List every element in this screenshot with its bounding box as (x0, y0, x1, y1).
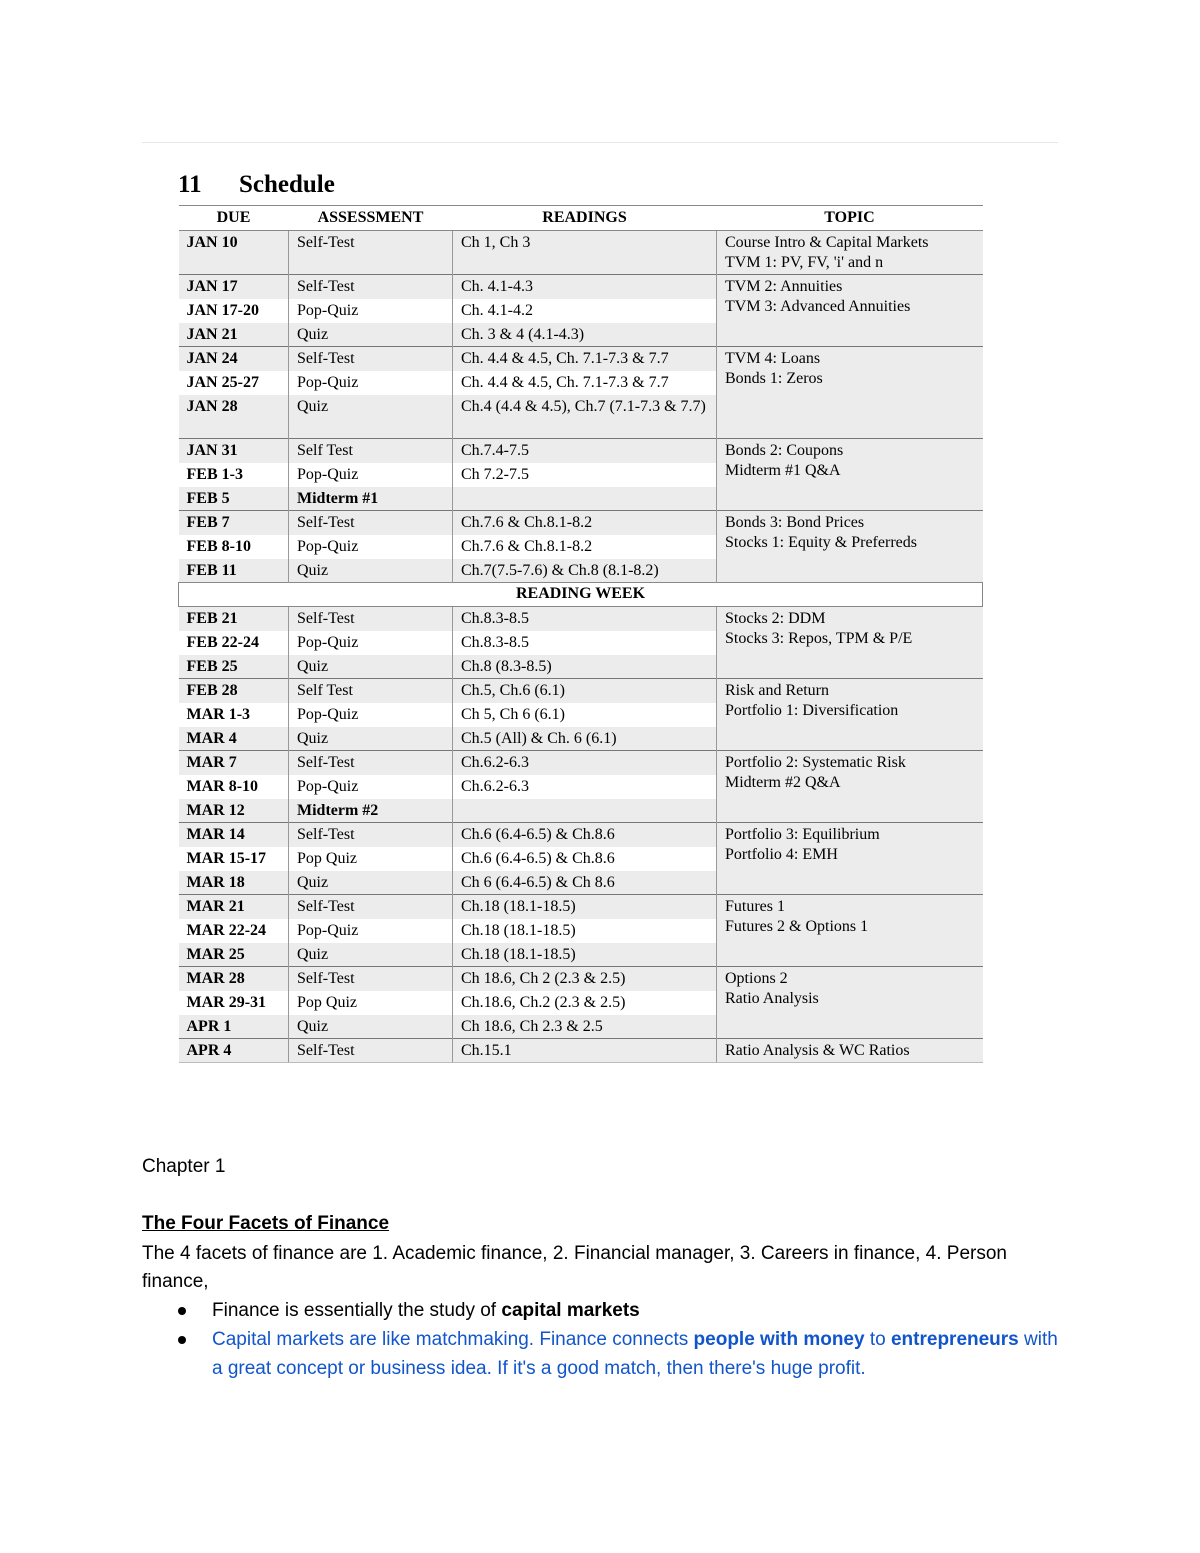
readings-cell: Ch.18 (18.1-18.5) (453, 895, 717, 919)
assessment-cell: Pop-Quiz (289, 463, 453, 487)
topic-cell (717, 679, 983, 751)
topic-line: Course Intro & Capital Markets (725, 234, 929, 251)
assessment-cell: Self Test (289, 439, 453, 463)
topic-cell (717, 607, 983, 679)
schedule-body (179, 231, 983, 1063)
bullet1-bold: capital markets (501, 1300, 640, 1321)
topic-line: Midterm #2 Q&A (725, 774, 841, 791)
due-cell: FEB 25 (179, 655, 289, 679)
bullet-dot-icon (178, 1307, 186, 1315)
table-row (179, 1039, 983, 1063)
due-cell: MAR 8-10 (179, 775, 289, 799)
topic-line: TVM 3: Advanced Annuities (725, 298, 911, 315)
due-cell: MAR 12 (179, 799, 289, 823)
due-cell: FEB 8-10 (179, 535, 289, 559)
due-cell: JAN 31 (179, 439, 289, 463)
due-cell: JAN 17-20 (179, 299, 289, 323)
topic-cell (717, 1039, 983, 1063)
topic-cell (717, 511, 983, 583)
due-cell: MAR 25 (179, 943, 289, 967)
assessment-cell: Pop-Quiz (289, 919, 453, 943)
topic-line: Portfolio 1: Diversification (725, 702, 899, 719)
assessment-cell: Pop-Quiz (289, 775, 453, 799)
facets-paragraph: The 4 facets of finance are 1. Academic finance, 2. Financial manager, 3. Careers in finance, 4. Person finance, (142, 1243, 1007, 1292)
topic-line: Midterm #1 Q&A (725, 462, 841, 479)
readings-cell: Ch.4 (4.4 & 4.5), Ch.7 (7.1-7.3 & 7.7) (453, 395, 717, 439)
due-cell: APR 4 (179, 1039, 289, 1063)
chapter-label: Chapter 1 (142, 1156, 226, 1177)
topic-line: Stocks 2: DDM (725, 610, 826, 627)
table-row (179, 511, 983, 535)
assessment-cell: Quiz (289, 559, 453, 583)
due-cell: FEB 7 (179, 511, 289, 535)
table-row (179, 231, 983, 275)
due-cell: MAR 29-31 (179, 991, 289, 1015)
topic-line: Futures 2 & Options 1 (725, 918, 869, 935)
assessment-cell: Quiz (289, 1015, 453, 1039)
readings-cell: Ch.8 (8.3-8.5) (453, 655, 717, 679)
due-cell: JAN 24 (179, 347, 289, 371)
readings-cell: Ch.18 (18.1-18.5) (453, 919, 717, 943)
table-row (179, 439, 983, 463)
assessment-cell: Self-Test (289, 1039, 453, 1063)
bullet2-part1: Capital markets are like matchmaking. Finance connects (212, 1329, 694, 1350)
due-cell: JAN 17 (179, 275, 289, 299)
due-cell: MAR 7 (179, 751, 289, 775)
bullet-capital-markets (142, 1296, 1058, 1325)
due-cell: MAR 21 (179, 895, 289, 919)
reading-week-row (179, 583, 983, 607)
due-cell: APR 1 (179, 1015, 289, 1039)
due-cell: FEB 1-3 (179, 463, 289, 487)
readings-cell: Ch.6.2-6.3 (453, 775, 717, 799)
readings-cell: Ch.15.1 (453, 1039, 717, 1063)
readings-cell: Ch 6 (6.4-6.5) & Ch 8.6 (453, 871, 717, 895)
due-cell: MAR 18 (179, 871, 289, 895)
readings-cell: Ch 1, Ch 3 (453, 231, 717, 275)
due-cell: JAN 10 (179, 231, 289, 275)
topic-line: Portfolio 4: EMH (725, 846, 838, 863)
table-row (179, 895, 983, 919)
topic-cell (717, 439, 983, 511)
assessment-cell: Self-Test (289, 967, 453, 991)
facets-heading: The Four Facets of Finance (142, 1213, 390, 1234)
header-due: DUE (179, 206, 289, 231)
table-row (179, 607, 983, 631)
topic-line: Options 2 (725, 970, 788, 987)
topic-line: Stocks 1: Equity & Preferreds (725, 534, 917, 551)
table-row (179, 347, 983, 371)
due-cell: JAN 28 (179, 395, 289, 439)
due-cell: MAR 15-17 (179, 847, 289, 871)
section-number: 11 (178, 171, 202, 198)
readings-cell: Ch.7.6 & Ch.8.1-8.2 (453, 511, 717, 535)
assessment-cell: Self-Test (289, 231, 453, 275)
assessment-cell: Self-Test (289, 347, 453, 371)
readings-cell: Ch.7.6 & Ch.8.1-8.2 (453, 535, 717, 559)
topic-cell (717, 823, 983, 895)
readings-cell (453, 799, 717, 823)
assessment-cell: Self-Test (289, 511, 453, 535)
topic-cell (717, 967, 983, 1039)
readings-cell: Ch 18.6, Ch 2 (2.3 & 2.5) (453, 967, 717, 991)
topic-cell (717, 895, 983, 967)
readings-cell: Ch.18 (18.1-18.5) (453, 943, 717, 967)
topic-line: TVM 2: Annuities (725, 278, 843, 295)
assessment-cell: Pop Quiz (289, 991, 453, 1015)
topic-line: Risk and Return (725, 682, 829, 699)
header-topic: TOPIC (717, 206, 983, 231)
bullet2-bold1: people with money (693, 1329, 865, 1350)
topic-line: Ratio Analysis (725, 990, 819, 1007)
table-row (179, 275, 983, 299)
due-cell: FEB 28 (179, 679, 289, 703)
bullet1-text: Finance is essentially the study of (212, 1300, 502, 1321)
readings-cell: Ch.6.2-6.3 (453, 751, 717, 775)
due-cell: MAR 4 (179, 727, 289, 751)
readings-cell: Ch. 4.1-4.3 (453, 275, 717, 299)
readings-cell: Ch. 3 & 4 (4.1-4.3) (453, 323, 717, 347)
due-cell: MAR 14 (179, 823, 289, 847)
assessment-cell: Self-Test (289, 275, 453, 299)
assessment-cell: Pop-Quiz (289, 703, 453, 727)
assessment-cell: Self-Test (289, 607, 453, 631)
assessment-cell: Pop-Quiz (289, 631, 453, 655)
topic-cell (717, 231, 983, 275)
assessment-cell: Pop-Quiz (289, 535, 453, 559)
readings-cell (453, 487, 717, 511)
assessment-cell: Pop-Quiz (289, 371, 453, 395)
table-row (179, 679, 983, 703)
bullet2-bold2: entrepreneurs (890, 1329, 1019, 1350)
topic-line: TVM 1: PV, FV, 'i' and n (725, 254, 884, 271)
due-cell: MAR 1-3 (179, 703, 289, 727)
readings-cell: Ch.5 (All) & Ch. 6 (6.1) (453, 727, 717, 751)
table-row (179, 823, 983, 847)
topic-line: Futures 1 (725, 898, 785, 915)
topic-cell (717, 275, 983, 347)
topic-line: Stocks 3: Repos, TPM & P/E (725, 630, 913, 647)
due-cell: MAR 22-24 (179, 919, 289, 943)
assessment-cell: Pop Quiz (289, 847, 453, 871)
topic-cell (717, 347, 983, 439)
assessment-cell: Quiz (289, 943, 453, 967)
topic-line: Portfolio 2: Systematic Risk (725, 754, 906, 771)
topic-cell (717, 751, 983, 823)
topic-line: Ratio Analysis & WC Ratios (725, 1042, 910, 1059)
bullet2-part3: with a great concept or business idea. If it's a good match, then there's huge profit. (212, 1329, 1058, 1379)
section-title (178, 170, 335, 200)
topic-line: Bonds 1: Zeros (725, 370, 823, 387)
bullet-dot-icon (178, 1336, 186, 1344)
topic-line: Bonds 2: Coupons (725, 442, 844, 459)
topic-line: Bonds 3: Bond Prices (725, 514, 865, 531)
assessment-cell: Self-Test (289, 823, 453, 847)
assessment-cell: Self-Test (289, 895, 453, 919)
topic-line: TVM 4: Loans (725, 350, 821, 367)
readings-cell: Ch 7.2-7.5 (453, 463, 717, 487)
topic-line: Portfolio 3: Equilibrium (725, 826, 880, 843)
readings-cell: Ch. 4.4 & 4.5, Ch. 7.1-7.3 & 7.7 (453, 347, 717, 371)
assessment-cell: Pop-Quiz (289, 299, 453, 323)
schedule-table (178, 205, 983, 1063)
readings-cell: Ch.7.4-7.5 (453, 439, 717, 463)
assessment-cell: Quiz (289, 871, 453, 895)
readings-cell: Ch. 4.4 & 4.5, Ch. 7.1-7.3 & 7.7 (453, 371, 717, 395)
due-cell: FEB 5 (179, 487, 289, 511)
table-header-row (179, 206, 983, 231)
header-readings: READINGS (453, 206, 717, 231)
assessment-cell: Midterm #2 (289, 799, 453, 823)
assessment-cell: Quiz (289, 323, 453, 347)
readings-cell: Ch.6 (6.4-6.5) & Ch.8.6 (453, 823, 717, 847)
table-row (179, 967, 983, 991)
section-title-text: Schedule (239, 171, 335, 198)
header-assessment: ASSESSMENT (289, 206, 453, 231)
due-cell: FEB 21 (179, 607, 289, 631)
due-cell: FEB 22-24 (179, 631, 289, 655)
due-cell: JAN 25-27 (179, 371, 289, 395)
reading-week-label: READING WEEK (179, 583, 983, 607)
assessment-cell: Self-Test (289, 751, 453, 775)
readings-cell: Ch.8.3-8.5 (453, 631, 717, 655)
due-cell: MAR 28 (179, 967, 289, 991)
bullet2-part2: to (864, 1329, 891, 1350)
assessment-cell: Quiz (289, 727, 453, 751)
readings-cell: Ch.18.6, Ch.2 (2.3 & 2.5) (453, 991, 717, 1015)
readings-cell: Ch.5, Ch.6 (6.1) (453, 679, 717, 703)
assessment-cell: Quiz (289, 395, 453, 439)
readings-cell: Ch.8.3-8.5 (453, 607, 717, 631)
notes-bullets (142, 1296, 1058, 1383)
due-cell: JAN 21 (179, 323, 289, 347)
readings-cell: Ch 18.6, Ch 2.3 & 2.5 (453, 1015, 717, 1039)
readings-cell: Ch.6 (6.4-6.5) & Ch.8.6 (453, 847, 717, 871)
assessment-cell: Self Test (289, 679, 453, 703)
table-row (179, 751, 983, 775)
due-cell: FEB 11 (179, 559, 289, 583)
readings-cell: Ch.7(7.5-7.6) & Ch.8 (8.1-8.2) (453, 559, 717, 583)
bullet-matchmaking (142, 1325, 1058, 1383)
top-divider (142, 142, 1058, 143)
readings-cell: Ch. 4.1-4.2 (453, 299, 717, 323)
assessment-cell: Quiz (289, 655, 453, 679)
readings-cell: Ch 5, Ch 6 (6.1) (453, 703, 717, 727)
assessment-cell: Midterm #1 (289, 487, 453, 511)
